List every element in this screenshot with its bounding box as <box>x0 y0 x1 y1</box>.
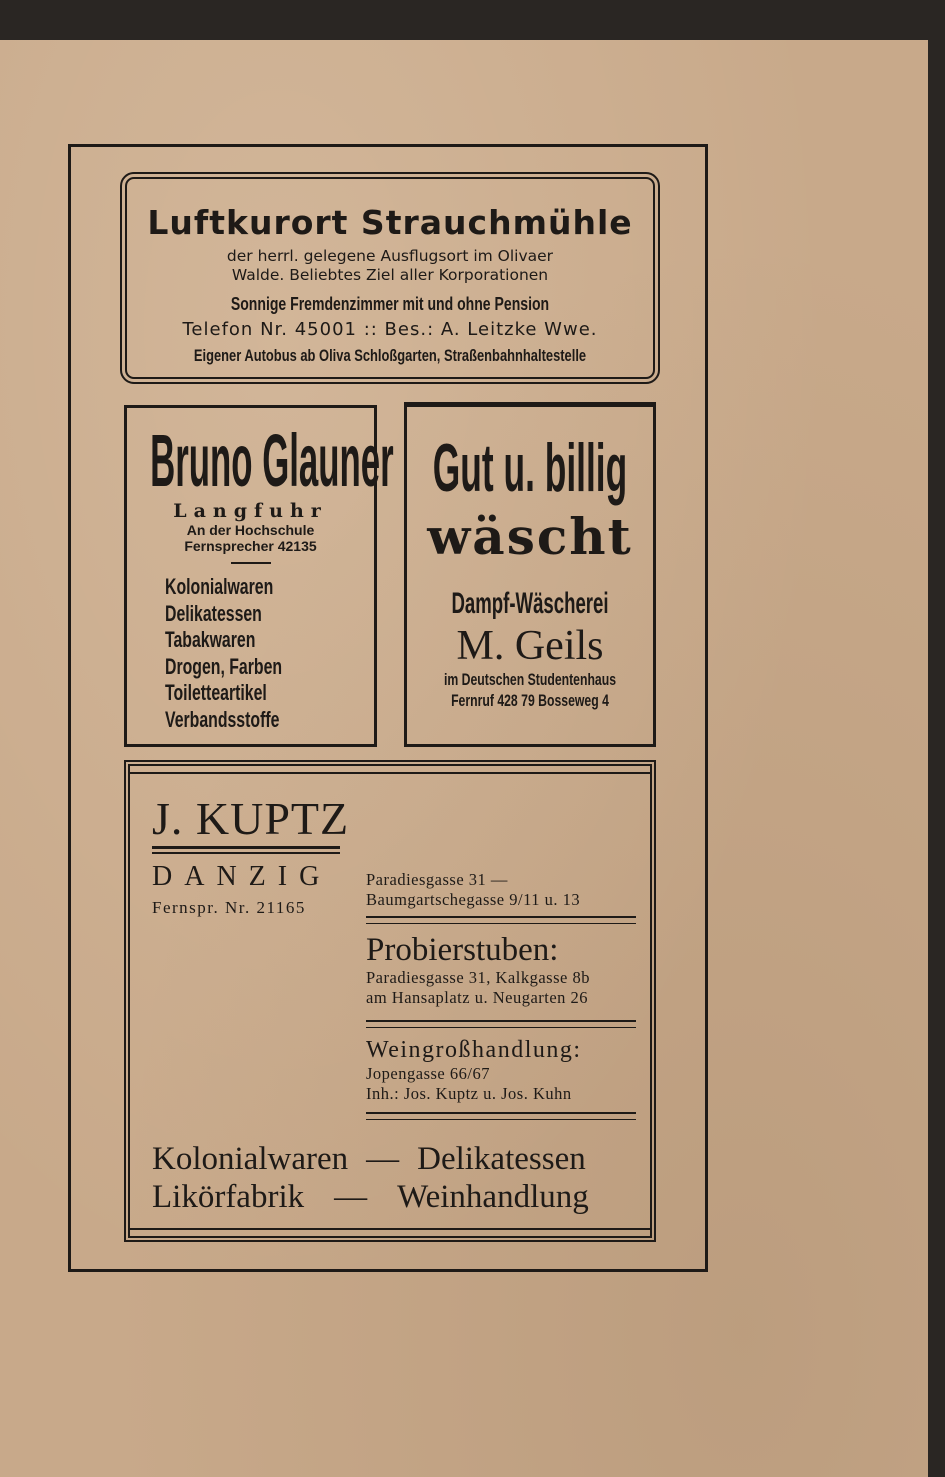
divider <box>130 772 650 774</box>
scan-edge <box>928 40 945 1477</box>
divider <box>366 1020 636 1028</box>
ad-geils-verb: wäscht <box>427 507 633 566</box>
ad-strauchmuehle-phone: Telefon Nr. 45001 :: Bes.: A. Leitzke Wwe. <box>182 319 598 340</box>
ad-glauner-good: Verbandsstoffe <box>165 706 280 732</box>
ad-glauner-good: Toiletteartikel <box>165 680 267 705</box>
ad-kuptz-bottom1a: Kolonialwaren <box>152 1141 349 1177</box>
ad-geils-phone: Fernruf 428 79 Bosseweg 4 <box>451 691 609 710</box>
ad-glauner-name: Bruno Glauner <box>150 419 394 502</box>
ad-geils-type: Dampf-Wäscherei <box>451 587 609 620</box>
ad-glauner <box>124 405 394 747</box>
ad-kuptz-bottom2b: Weinhandlung <box>397 1179 589 1215</box>
ad-glauner-place: Langfuhr <box>173 500 328 522</box>
ad-kuptz-tasting1: Paradiesgasse 31, Kalkgasse 8b <box>366 968 590 987</box>
ad-glauner-address: An der Hochschule <box>186 522 315 538</box>
ad-glauner-good: Delikatessen <box>165 600 262 626</box>
ad-kuptz-address2: Baumgartschegasse 9/11 u. 13 <box>366 890 581 909</box>
ad-geils-headline: Gut u. billig <box>432 430 628 506</box>
ad-glauner-good: Tabakwaren <box>165 627 256 652</box>
ad-strauchmuehle-line3: Sonnige Fremdenzimmer mit und ohne Pension <box>230 294 550 314</box>
ad-kuptz-name: J. KUPTZ <box>152 793 350 844</box>
ad-glauner-good: Drogen, Farben <box>165 653 283 679</box>
ad-kuptz-details <box>366 870 636 1128</box>
ad-geils-location: im Deutschen Studentenhaus <box>443 670 617 689</box>
ad-kuptz-bottom2a: Likörfabrik <box>152 1179 305 1215</box>
ad-geils <box>404 402 656 747</box>
ad-kuptz-wholesale-title: Weingroßhandlung: <box>366 1037 582 1063</box>
ad-geils-name: M. Geils <box>456 623 604 669</box>
ad-kuptz-wholesale2: Inh.: Jos. Kuptz u. Jos. Kuhn <box>366 1084 572 1103</box>
ad-strauchmuehle-line1: der herrl. gelegene Ausflugsort im Olivaer <box>226 247 554 265</box>
divider <box>152 846 340 854</box>
ad-kuptz-tasting-title: Probierstuben: <box>366 932 559 968</box>
ad-strauchmuehle-bus: Eigener Autobus ab Oliva Schloßgarten, Straßenbahnhaltestelle <box>193 346 587 365</box>
divider <box>130 1228 650 1230</box>
divider <box>366 916 636 924</box>
ad-kuptz <box>124 760 656 1242</box>
ad-kuptz-bottom <box>152 1140 589 1216</box>
ad-kuptz-city: DANZIG <box>152 861 332 892</box>
dash: — <box>334 1179 368 1215</box>
ad-strauchmuehle <box>120 172 660 384</box>
divider <box>366 1112 636 1120</box>
ad-strauchmuehle-title: Luftkurort Strauchmühle <box>147 203 633 242</box>
ad-kuptz-address1: Paradiesgasse 31 — <box>366 870 508 889</box>
ad-kuptz-tasting2: am Hansaplatz u. Neugarten 26 <box>366 988 589 1007</box>
ad-glauner-phone: Fernsprecher 42135 <box>184 538 317 554</box>
ad-strauchmuehle-line2: Walde. Beliebtes Ziel aller Korporationen <box>231 266 549 284</box>
ad-kuptz-bottom-line2 <box>152 1178 589 1216</box>
dash: — <box>366 1141 400 1177</box>
ad-kuptz-bottom-line1 <box>152 1140 589 1178</box>
ad-glauner-good: Kolonialwaren <box>165 574 274 599</box>
divider <box>231 562 271 564</box>
ad-kuptz-wholesale1: Jopengasse 66/67 <box>366 1064 490 1083</box>
ad-kuptz-bottom1b: Delikatessen <box>417 1141 586 1177</box>
ad-kuptz-phone: Fernspr. Nr. 21165 <box>152 898 306 917</box>
